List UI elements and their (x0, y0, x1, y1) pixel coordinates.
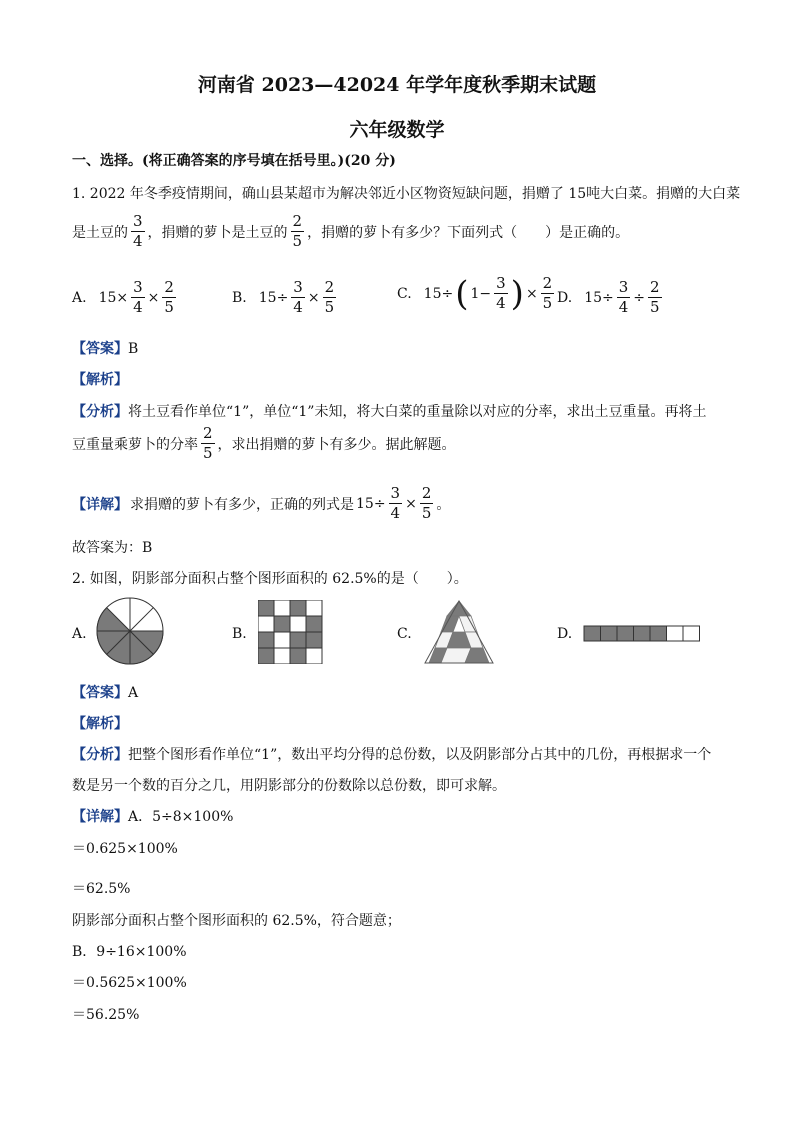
q1-fenxi-line2: 豆重量乘萝卜的分率 $\frac{2}{5}$ ，求出捐赠的萝卜有多少。据此解题。 (72, 424, 456, 462)
q2-fenxi-line2: 数是另一个数的百分之几，用阴影部分的份数除以总份数，即可求解。 (72, 778, 506, 794)
q2-label-a: A. (72, 626, 87, 642)
q1-text-c: ，捐赠的萝卜有多少？下面列式（ ）是正确的。 (307, 224, 630, 241)
q2-fenxi-line1: 【分析】把整个图形看作单位“1”，数出平均分得的总份数，以及阴影部分占其中的几份，再根据求一个 (72, 747, 712, 763)
q1-analysis-tag: 【解析】 (72, 372, 128, 388)
q1-option-d: D. 15÷ $\frac{3}{4}$ ÷ $\frac{2}{5}$ (557, 278, 660, 316)
q1-final: 故答案为：B (72, 540, 153, 556)
page-title: 河南省 2023—42024 年学年度秋季期末试题 (197, 74, 597, 96)
q1-option-c: C. 15÷ ( 1− $\frac{3}{4}$ ) × $\frac{2}{5}$ (397, 273, 553, 314)
q2-figure-b-grid (258, 600, 324, 664)
section-heading: 一、选择。(将正确答案的序号填在括号里。)(20 分) (72, 153, 396, 169)
q2-calc-line: ＝0.625×100% (72, 841, 178, 857)
q2-figure-a-pie (95, 596, 165, 666)
q1-text-a: 是土豆的 (72, 224, 128, 241)
q1-option-a: A. 15× $\frac{3}{4}$ × $\frac{2}{5}$ (72, 278, 174, 316)
q1-text-b: ，捐赠的萝卜是土豆的 (147, 224, 288, 241)
q2-figure-c-triangle (424, 600, 494, 664)
q2-figure-d-strip (583, 624, 703, 644)
q1-xiangjie: 【详解】 求捐赠的萝卜有多少，正确的列式是 15÷ $\frac{3}{4}$ × $\frac{2}{5}$ 。 (72, 484, 451, 522)
q2-label-c: C. (397, 626, 412, 642)
q2-stem: 2. 如图，阴影部分面积占整个图形面积的 62.5%的是（ ）。 (72, 571, 468, 587)
q1-fenxi-line1: 【分析】将土豆看作单位“1”，单位“1”未知，将大白菜的重量除以对应的分率，求出土豆重量。再将土 (72, 404, 707, 420)
q1-stem-line1: 1. 2022 年冬季疫情期间，确山县某超市为解决邻近小区物资短缺问题，捐赠了 15吨大白菜。捐赠的大白菜 (72, 186, 741, 202)
q2-label-b: B. (232, 626, 247, 642)
q2-calc-line: ＝56.25% (72, 1007, 140, 1023)
fraction-3-4: $\frac{3}{4}$ (133, 212, 143, 250)
q2-calc-line: B．9÷16×100% (72, 944, 187, 960)
q2-calc-line: ＝0.5625×100% (72, 975, 187, 991)
q1-answer: 【答案】B (72, 341, 139, 357)
q1-option-b: B. 15÷ $\frac{3}{4}$ × $\frac{2}{5}$ (232, 278, 335, 316)
q2-calc-line: ＝62.5% (72, 881, 131, 897)
q2-answer: 【答案】A (72, 685, 139, 701)
q2-xiangjie-line1: 【详解】A．5÷8×100% (72, 809, 234, 825)
page-subtitle: 六年级数学 (349, 119, 445, 141)
q2-label-d: D. (557, 626, 573, 642)
q2-analysis-tag: 【解析】 (72, 716, 128, 732)
q1-stem-line2 (72, 214, 629, 249)
q2-conclusion-a: 阴影部分面积占整个图形面积的 62.5%，符合题意； (72, 913, 401, 929)
fraction-2-5: $\frac{2}{5}$ (292, 212, 303, 250)
